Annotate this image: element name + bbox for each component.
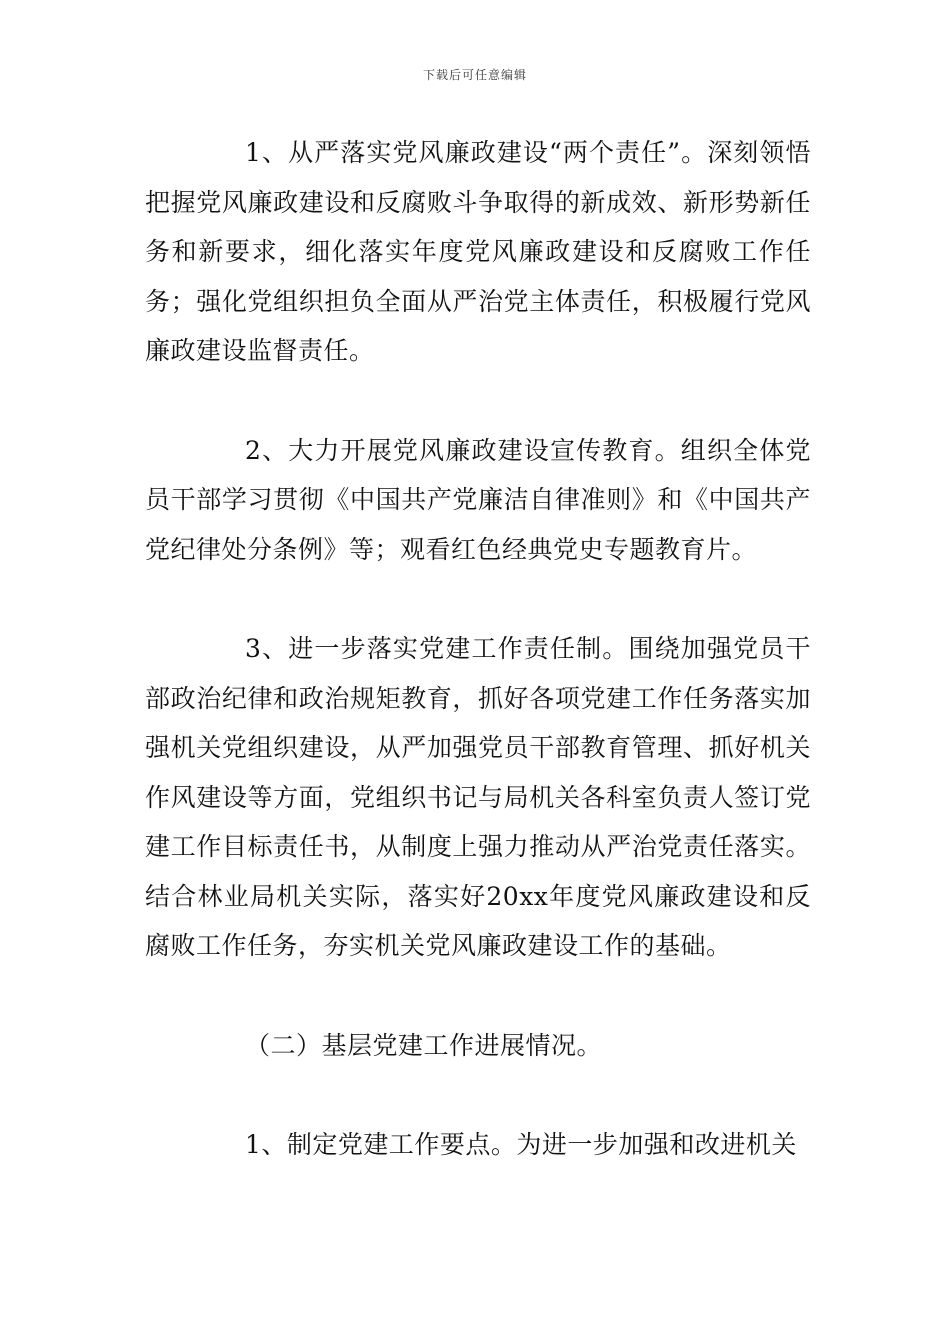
paragraph-party-building-responsibility: 3、进一步落实党建工作责任制。围绕加强党员干部政治纪律和政治规矩教育，抓好各项党建工作任务落实加强机关党组织建设，从严加强党员干部教育管理、抓好机关作风建设等方面，党组织书记与局机关各科室负责人签订党建工作目标责任书，从制度上强力推动从严治党责任落实。结合林业局机关实际，落实好20xx年度党风廉政建设和反腐败工作任务，夯实机关党风廉政建设工作的基础。 [145, 634, 811, 960]
document-body [145, 128, 811, 1170]
paragraph-education: 2、大力开展党风廉政建设宣传教育。组织全体党员干部学习贯彻《中国共产党廉洁自律准则》和《中国共产党纪律处分条例》等；观看红色经典党史专题教育片。 [145, 435, 811, 564]
paragraph-responsibility: 1、从严落实党风廉政建设“两个责任”。深刻领悟把握党风廉政建设和反腐败斗争取得的新成效、新形势新任务和新要求，细化落实年度党风廉政建设和反腐败工作任务；强化党组织担负全面从严治党主体责任，积极履行党风廉政建设监督责任。 [145, 138, 811, 365]
section-heading: （二）基层党建工作进展情况。 [245, 1030, 603, 1060]
header-note: 下载后可任意编辑 [422, 68, 527, 82]
paragraph-work-points: 1、制定党建工作要点。为进一步加强和改进机关 [245, 1130, 797, 1159]
